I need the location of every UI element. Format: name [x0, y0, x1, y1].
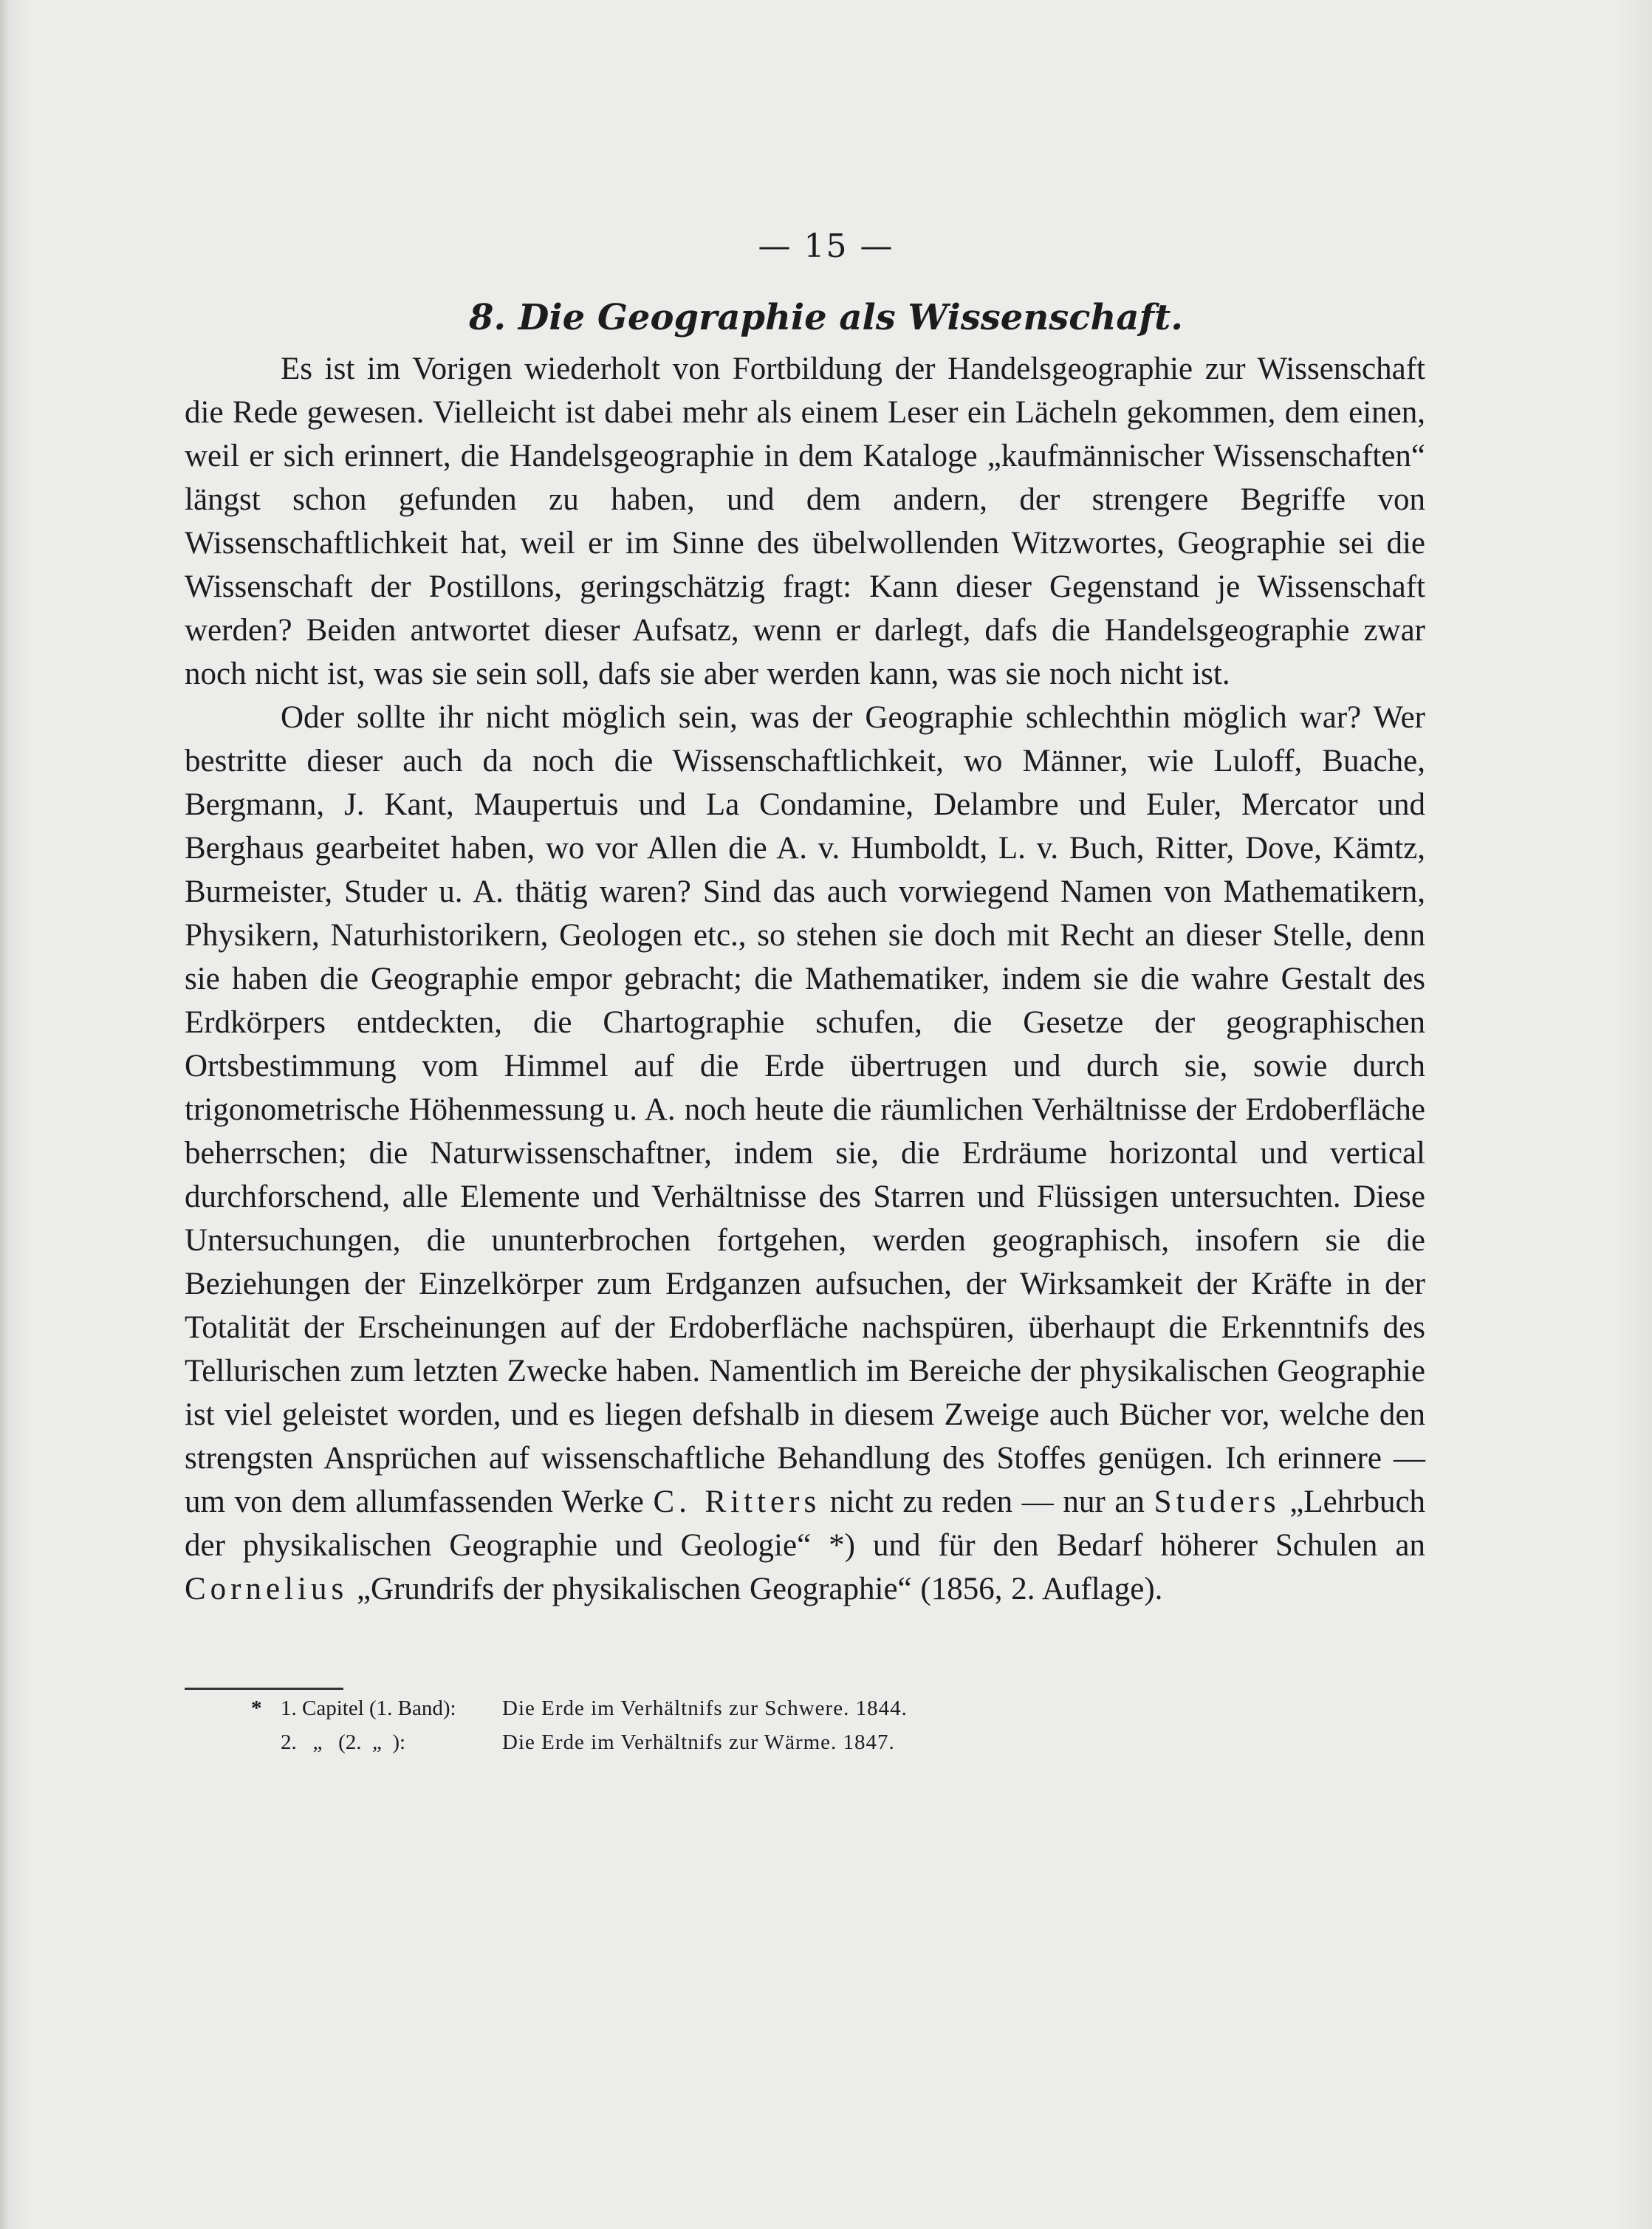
paragraph-1: Es ist im Vorigen wiederholt von Fortbildung der Handelsgeographie zur Wissenschaft die Rede gewesen. Vielleicht ist dabei mehr als einem Leser ein Lächeln gekommen, dem einen, weil er sich erinnert, die Handelsgeographie in dem Kataloge „kaufmännischer Wissenschaften“ längst schon gefunden zu haben, und dem andern, der strengere Begriffe von Wissenschaftlichkeit hat, weil er im Sinne des übelwollenden Witzwortes, Geographie sei die Wissenschaft der Postillons, geringschätzig fragt: Kann dieser Gegenstand je Wissenschaft werden? Beiden antwortet dieser Aufsatz, wenn er darlegt, dafs die Handelsgeographie zwar noch nicht ist, was sie sein soll, dafs sie aber werden kann, was sie noch nicht ist.	[185, 352, 1425, 691]
paragraph-2-main: Oder sollte ihr nicht möglich sein, was der Geographie schlechthin möglich war? Wer bestritte dieser auch da noch die Wissenschaftlichkeit, wo Männer, wie Luloff, Buache, Bergmann, J. Kant, Maupertuis und La Condamine, Delambre und Euler, Mercator und Berghaus gearbeitet haben, wo vor Allen die A. v. Humboldt, L. v. Buch, Ritter, Dove, Kämtz, Burmeister, Studer u. A. thätig waren? Sind das auch vorwiegend Namen von Mathematikern, Physikern, Naturhistorikern, Geologen etc., so stehen sie doch mit Recht an dieser Stelle, denn sie haben die Geographie empor gebracht; die Mathematiker, indem sie die wahre Gestalt des Erdkörpers entdeckten, die Chartographie schufen, die Gesetze der geographischen Ortsbestimmung vom Himmel auf die Erde übertrugen und durch sie, sowie durch trigonometrische Höhenmessung u. A. noch heute die räumlichen Verhältnisse der Erdoberfläche beherrschen; die Naturwissenschaftner, indem sie, die Erdräume horizontal und vertical durchforschend, alle Elemente und Verhältnisse des Starren und Flüssigen untersuchten. Diese Untersuchungen, die ununterbrochen fortgehen, werden geographisch, insofern sie die Beziehungen der Einzelkörper zum Erdganzen aufsuchen, der Wirksamkeit der Kräfte in der Totalität der Erscheinungen auf der Erdoberfläche nachspüren, überhaupt die Erkenntnifs des Tellurischen zum letzten Zwecke haben. Namentlich im Bereiche der physikalischen Geographie ist viel geleistet worden, und es liegen defshalb in diesem Zweige auch Bücher vor, welche den strengsten Ansprüchen auf wissenschaftliche Behandlung des Stoffes genügen. Ich erinnere — um von dem allumfassenden Werke	[185, 700, 1425, 1519]
page-number: — 15 —	[758, 227, 894, 265]
name-ritters: C. Ritters	[653, 1485, 821, 1519]
footnote-marker	[251, 1725, 281, 1759]
footnote-line	[251, 1725, 1285, 1759]
paragraph-2	[185, 696, 1425, 1611]
footnote-marker: *	[251, 1696, 262, 1720]
paragraph-2-end: „Grundrifs der physikalischen Geographie“ (1856, 2. Auflage).	[356, 1572, 1163, 1606]
footnote-line	[251, 1691, 1285, 1725]
footnote-text: Die Erde im Verhältnifs zur Wärme. 1847.	[502, 1730, 895, 1754]
footnote-text: Die Erde im Verhältnifs zur Schwere. 1844.	[502, 1696, 908, 1720]
footnote-rule	[185, 1688, 343, 1690]
footnote-label: 2. „ (2. „ ):	[281, 1730, 406, 1754]
name-studers: Studers	[1154, 1485, 1281, 1519]
footnotes	[251, 1691, 1285, 1759]
paragraph-2-mid1: nicht zu reden — nur an	[829, 1485, 1145, 1519]
footnote-label: 1. Capitel (1. Band):	[281, 1696, 456, 1720]
paragraph-2-mid2: „Lehrbuch der physikalischen Geographie und Geologie“ *) und für den Bedarf höherer Schulen an	[185, 1485, 1426, 1563]
name-cornelius: Cornelius	[185, 1572, 349, 1606]
body-text	[185, 347, 1425, 1611]
section-heading: 8. Die Geographie als Wissenschaft.	[468, 297, 1183, 338]
